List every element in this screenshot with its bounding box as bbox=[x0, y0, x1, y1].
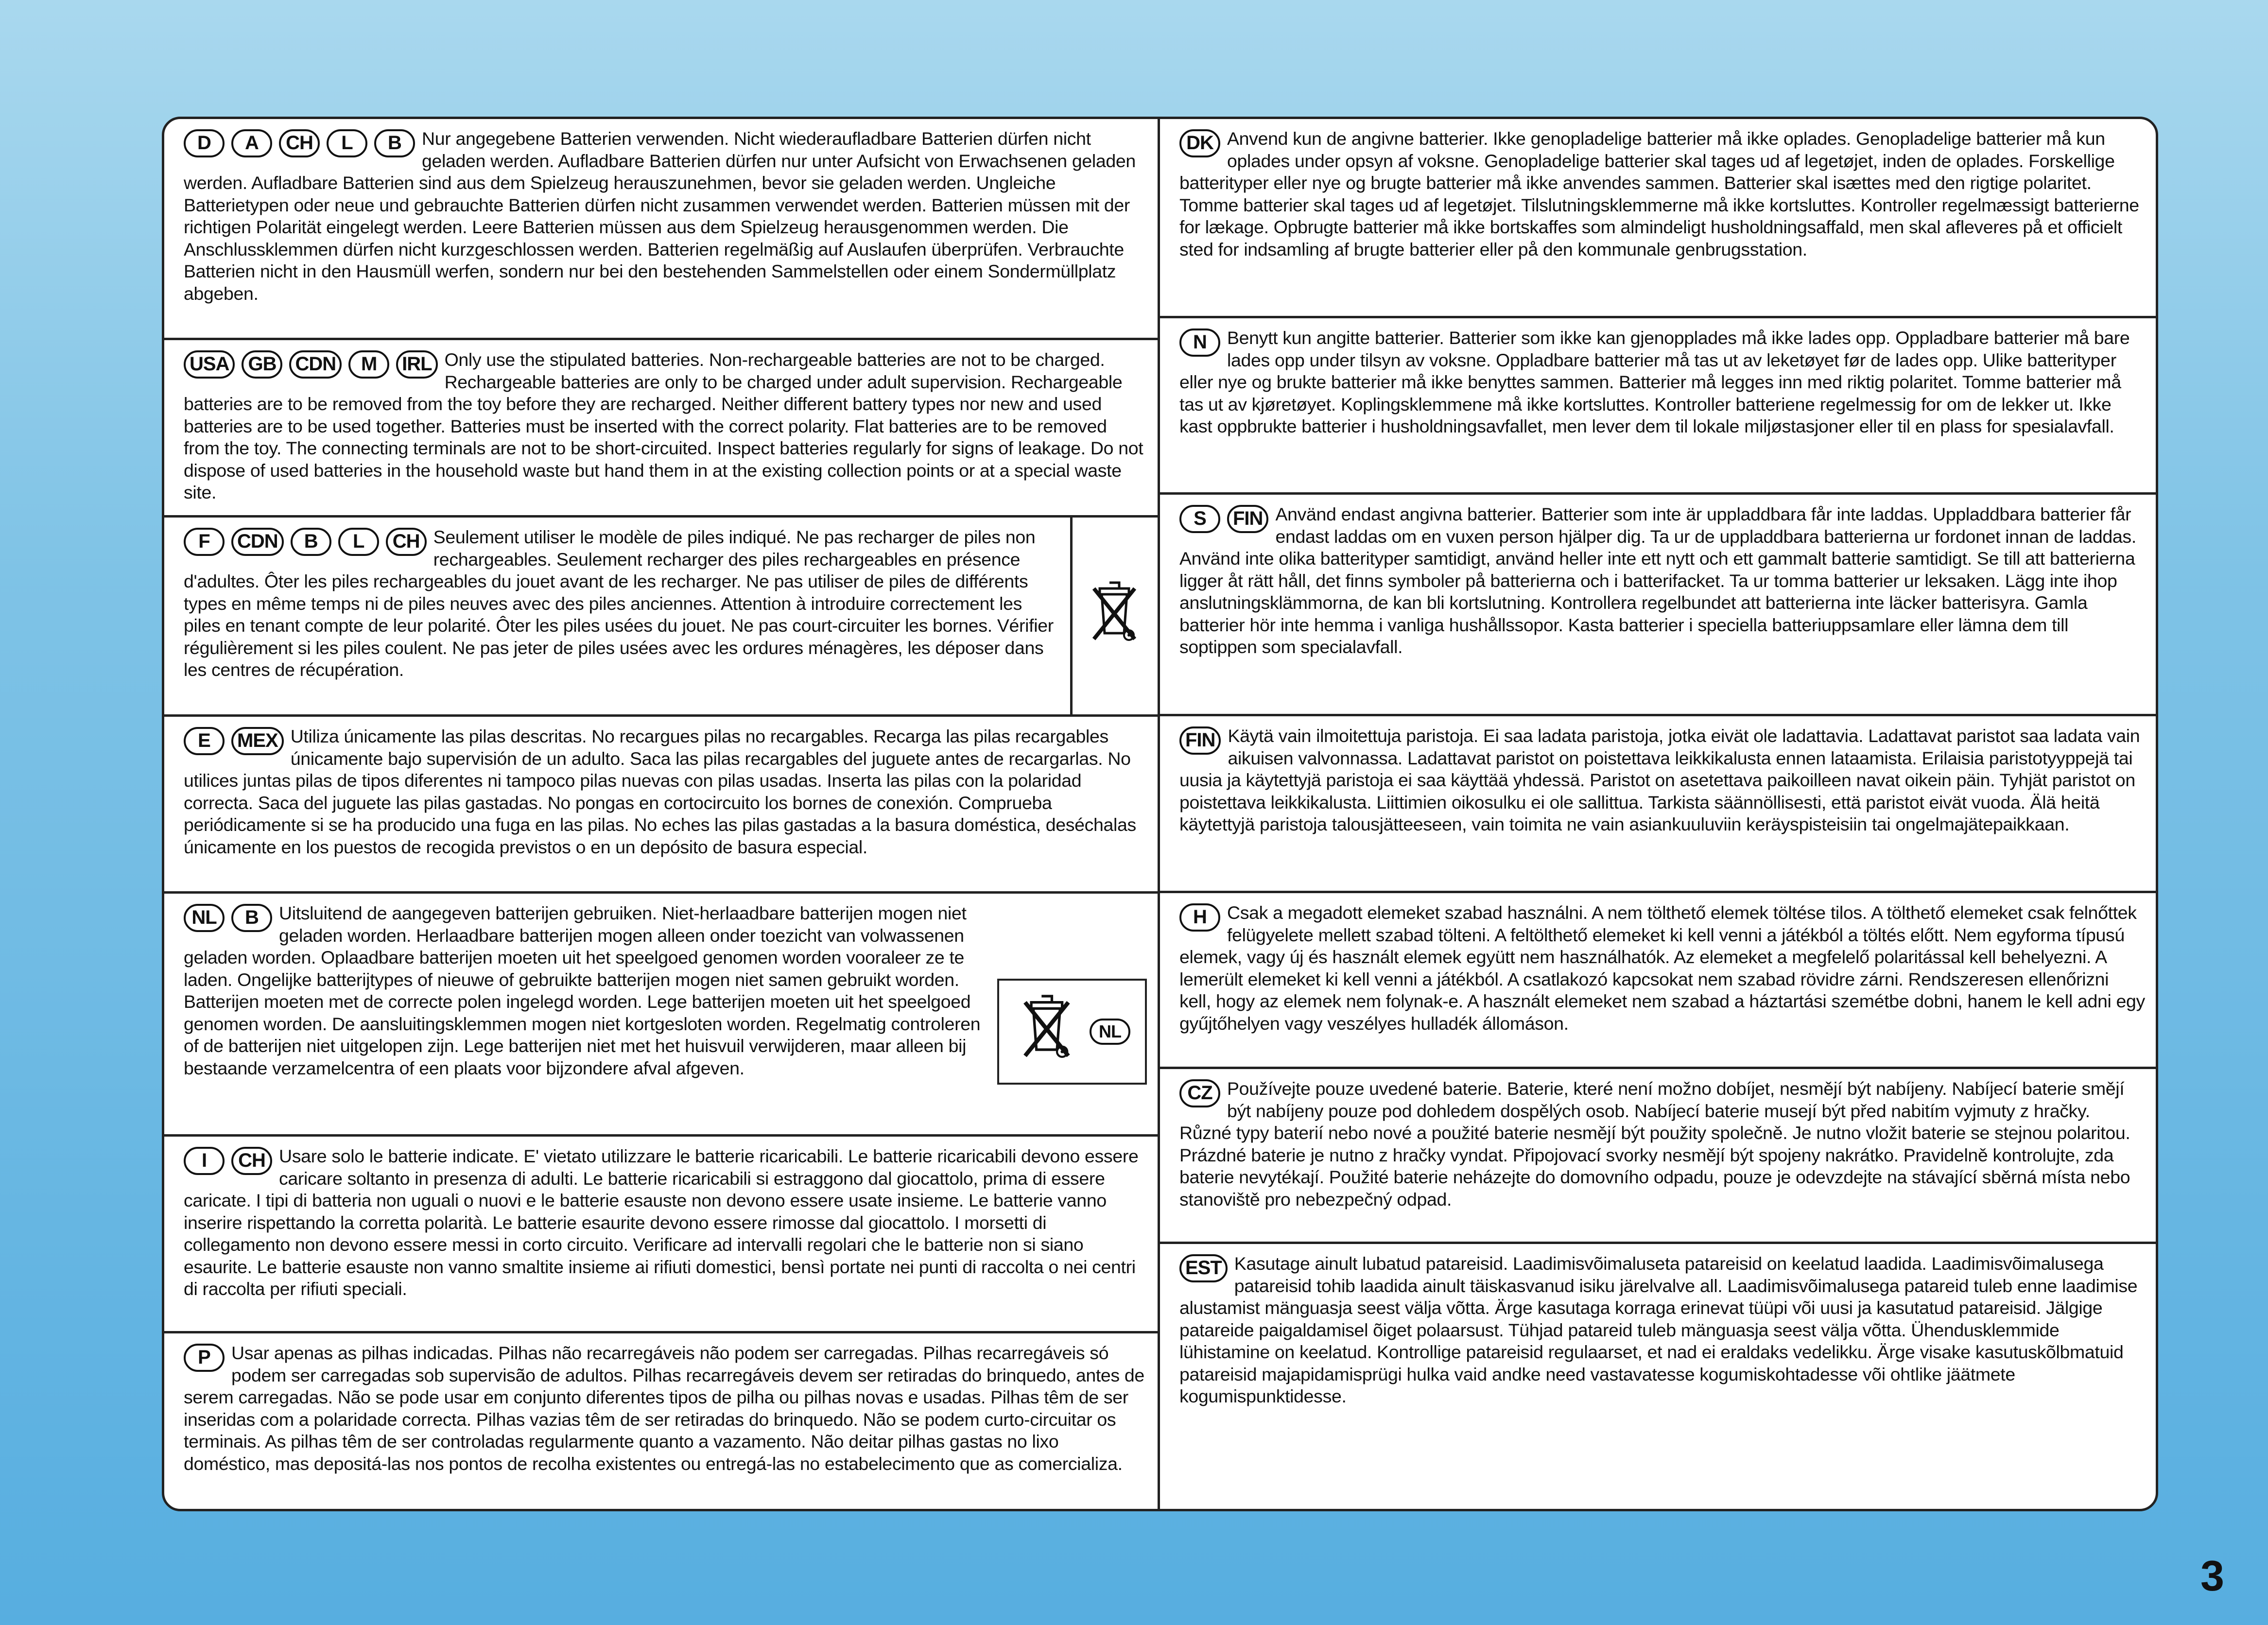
instruction-text: Uitsluitend de aangegeven batterijen gebruiken. Niet-herlaadbare batterijen mogen niet geladen worden. Herlaadbare batterijen mogen alleen onder toezicht van volwassenen geladen worden. Oplaadbare batterijen moeten uit het speelgoed genomen worden vooraleer ze te laden. Ongelijke batterijtypes of nieuwe of gebruikte batterijen mogen niet samen gebruikt worden. Batterijen moeten met de correcte polen ingelegd worden. Lege batterijen moeten uit het speelgoed genomen worden. De aansluitingsklemmen mogen niet kortgesloten worden. Regelmatig controleren of de batterijen niet uitgelopen zijn. Lege batterijen niet met het huisvuil verwijderen, maar alleen bij bestaande verzamelcentra of een plaats voor bijzondere afval afgeven. bbox=[184, 903, 981, 1078]
country-flags bbox=[1179, 726, 1221, 761]
country-badge: H bbox=[1179, 903, 1220, 932]
instruction-text: Benytt kun angitte batterier. Batterier som ikke kan gjenopplades må ikke lades opp. Oppladbare batterier må bare lades opp under tilsyn av voksne. Oppladbare batterier må tas ut av leketøyet før de lades opp. Ulike batterityper eller nye og brukte batterier må ikke benyttes sammen. Batterier må legges inn med riktig polaritet. Tomme batterier må tas ut av kjøretøyet. Koplingsklemmene må ikke kortsluttes. Kontroller batteriene regelmessig for om de lekker ut. Ikke kast oppbrukte batterier i husholdningsavfallet, men lever dem til lokale miljøstasjoner eller til en plass for spesialavfall. bbox=[1179, 328, 2130, 436]
country-flags bbox=[184, 904, 272, 938]
instruction-text: Usare solo le batterie indicate. E' vietato utilizzare le batterie ricaricabili. Le batterie ricaricabili devono essere caricare soltanto in presenza di adulti. Le batterie ricaricabili si estraggono dal giocattolo, prima di essere caricate. I tipi di batteria non uguali o nuovi e le batterie esauste non devono essere usate insieme. Le batterie vanno inserire rispettando la corretta polarità. Le batterie esaurite devono essere rimosse dal giocattolo. I morsetti di collegamento non devono essere messi in corto circuito. Verificare ad intervalli regolari che le batterie non si siano esaurite. Le batterie esauste non vanno smaltite insieme ai rifiuti domestici, bensì portate nei punti di raccolta o nei centri di raccolta per rifiuti speciali. bbox=[184, 1146, 1139, 1299]
country-badge: E bbox=[184, 727, 225, 755]
section-swedish bbox=[1160, 495, 2156, 716]
battery-instructions-panel bbox=[162, 117, 2158, 1511]
country-badge: NL bbox=[184, 904, 225, 932]
country-badge: CDN bbox=[289, 350, 342, 379]
country-flags bbox=[184, 727, 284, 761]
section-german bbox=[164, 119, 1158, 340]
section-estonian bbox=[1160, 1244, 2156, 1509]
country-badge: D bbox=[184, 129, 225, 157]
crossed-out-bin-icon bbox=[1086, 575, 1144, 657]
country-badge: FIN bbox=[1179, 726, 1221, 755]
country-badge: S bbox=[1179, 505, 1220, 533]
country-badge: GB bbox=[242, 350, 282, 379]
section-spanish bbox=[164, 717, 1158, 894]
disposal-icon-box bbox=[997, 979, 1147, 1085]
left-column bbox=[164, 119, 1160, 1509]
country-flags bbox=[1179, 903, 1220, 937]
country-badge: L bbox=[327, 129, 367, 157]
country-badge: CH bbox=[386, 528, 427, 556]
country-badge: EST bbox=[1179, 1254, 1228, 1282]
country-badge: NL bbox=[1090, 1019, 1130, 1045]
country-badge: CDN bbox=[231, 528, 284, 556]
country-flags bbox=[1179, 129, 1220, 163]
country-badge: B bbox=[231, 904, 272, 932]
instruction-text: Nur angegebene Batterien verwenden. Nicht wiederaufladbare Batterien dürfen nicht geladen werden. Aufladbare Batterien dürfen nur unter Aufsicht von Erwachsenen geladen werden. Aufladbare Batterien sind aus dem Spielzeug herauszunehmen, bevor sie geladen werden. Ungleiche Batterietypen oder neue und gebrauchte Batterien dürfen nicht zusammen verwendet werden. Batterien müssen mit der richtigen Polarität eingelegt werden. Leere Batterien müssen aus dem Spielzeug herausgenommen werden. Die Anschlussklemmen dürfen nicht kurzgeschlossen werden. Batterien regelmäßig auf Auslaufen überprüfen. Verbrauchte Batterien nicht in den Hausmüll werfen, sondern nur bei den bestehenden Sammelstellen oder einem Sondermüllplatz abgeben. bbox=[184, 128, 1136, 304]
section-portuguese bbox=[164, 1333, 1158, 1509]
section-finnish bbox=[1160, 716, 2156, 893]
country-badge: DK bbox=[1179, 129, 1220, 157]
right-column bbox=[1160, 119, 2156, 1509]
country-badge: F bbox=[184, 528, 225, 556]
country-badge: L bbox=[338, 528, 379, 556]
country-badge: USA bbox=[184, 350, 235, 379]
section-norwegian bbox=[1160, 318, 2156, 495]
country-flags bbox=[184, 1147, 272, 1181]
country-badge: CH bbox=[231, 1147, 272, 1175]
country-badge: M bbox=[348, 350, 389, 379]
instruction-text: Seulement utiliser le modèle de piles indiqué. Ne pas recharger de piles non rechargeables. Seulement recharger des piles rechargeables en présence d'adultes. Ôter les piles rechargeables du jouet avant de les recharger. Ne pas utiliser de piles de différents types en même temps ni de piles neuves avec des piles anciennes. Attention à introduire correctement les piles en tenant compte de leur polarité. Ôter les piles usées du jouet. Ne pas court-circuiter les bornes. Vérifier régulièrement si les piles coulent. Ne pas jeter de piles usées avec les ordures ménagères, les déposer dans les centres de récupération. bbox=[184, 527, 1054, 680]
country-badge: B bbox=[291, 528, 331, 556]
country-badge: IRL bbox=[396, 350, 437, 379]
section-czech bbox=[1160, 1069, 2156, 1244]
country-flags bbox=[184, 1344, 225, 1378]
country-badge: N bbox=[1179, 328, 1220, 357]
country-flags bbox=[1179, 505, 1268, 539]
instruction-text: Only use the stipulated batteries. Non-rechargeable batteries are not to be charged. Rechargeable batteries are only to be charged under adult supervision. Rechargeable batteries are to be removed from the toy before they are recharged. Neither different battery types nor new and used batteries are to be used together. Batteries must be inserted with the correct polarity. Flat batteries are to be removed from the toy. The connecting terminals are not to be short-circuited. Inspect batteries regularly for signs of leakage. Do not dispose of used batteries in the household waste but hand them in at the existing collection points or at a special waste site. bbox=[184, 349, 1143, 502]
crossed-out-bin-icon bbox=[1014, 988, 1082, 1075]
country-badge: MEX bbox=[231, 727, 284, 755]
country-badge: CH bbox=[279, 129, 320, 157]
country-flags bbox=[1179, 1254, 1228, 1288]
country-badge: FIN bbox=[1227, 505, 1268, 533]
country-badge: I bbox=[184, 1147, 225, 1175]
instruction-text: Usar apenas as pilhas indicadas. Pilhas não recarregáveis não podem ser carregadas. Pilhas recarregáveis só podem ser carregadas sob supervisão de adultos. Pilhas recarregáveis devem ser retiradas do brinquedo, antes de serem carregadas. Não se pode usar em conjunto diferentes tipos de pilha ou pilhas novas e usadas. Pilhas têm de ser inseridas com a polaridade correcta. Pilhas vazias têm de ser retiradas do brinquedo. Não se podem curto-circuitar os terminais. As pilhas têm de ser controladas regularmente quanto a vazamento. Não deitar pilhas gastas no lixo doméstico, mas depositá-las nos pontos de recolha existentes ou entregá-las no estabelecimento que as comercializa. bbox=[184, 1343, 1144, 1474]
disposal-icon-box bbox=[1070, 518, 1158, 714]
country-badge: B bbox=[374, 129, 415, 157]
country-badge: A bbox=[231, 129, 272, 157]
country-flags bbox=[184, 528, 427, 562]
instruction-text: Utiliza únicamente las pilas descritas. No recargues pilas no recargables. Recarga las pilas recargables únicamente bajo supervisión de un adulto. Saca las pilas recargables del juguete antes de recargarlas. No utilices juntas pilas de tipos diferentes ni tampoco pilas nuevas con pilas usadas. Inserta las pilas con la polaridad correcta. Saca del juguete las pilas gastadas. No pongas en cortocircuito los bornes de conexión. Comprueba periódicamente si se ha producido una fuga en las pilas. No eches las pilas gastadas a la basura doméstica, deséchalas únicamente en los puestos de recogida previstos o en un depósito de basura especial. bbox=[184, 726, 1136, 857]
section-french bbox=[164, 518, 1158, 717]
instruction-text: Používejte pouze uvedené baterie. Baterie, které není možno dobíjet, nesmějí být nabíjeny. Nabíjecí baterie smějí být nabíjeny pouze pod dohledem dospělých osob. Nabíjecí baterie musejí být před nabitím vyjmuty z hračky. Různé typy baterií nebo nové a použité baterie nesmějí být použity společně. Je nutno vložit baterie se stejnou polaritou. Prázdné baterie je nutno z hračky vyndat. Připojovací svorky nesmějí být spojeny nakrátko. Pravidelně kontrolujte, zda baterie nevytékají. Použité baterie neházejte do domovního odpadu, pouze je odevzdejte na stávající sběrná místa nebo stanoviště pro nebezpečný odpad. bbox=[1179, 1078, 2130, 1210]
section-hungarian bbox=[1160, 893, 2156, 1069]
section-dutch bbox=[164, 894, 1158, 1137]
country-badge: P bbox=[184, 1344, 225, 1372]
section-italian bbox=[164, 1137, 1158, 1333]
instruction-text: Csak a megadott elemeket szabad használni. A nem tölthető elemek töltése tilos. A tölthető elemeket csak felnőttek felügyelete mellett szabad tölteni. A feltölthető elemeket ki kell venni a játékból a töltés előtt. Nem egyforma típusú elemek, vagy új és használt elemek együtt nem használhatók. Az elemeket a megfelelő polaritással kell behelyezni. A lemerült elemeket ki kell venni a játékból. A csatlakozó kapcsokat nem szabad rövidre zárni. Rendszeresen ellenőrizni kell, hogy az elemek nem folynak-e. A használt elemeket nem szabad a háztartási szemétbe dobni, hanem le kell adni egy gyűjtőhelyen vagy veszélyes hulladék állomáson. bbox=[1179, 902, 2145, 1034]
instruction-text: Anvend kun de angivne batterier. Ikke genopladelige batterier må ikke oplades. Genopladelige batterier må kun oplades under opsyn af voksne. Genopladelige batterier skal tages ud af legetøjet, inden de oplades. Forskellige batterityper eller nye og brugte batterier må ikke anvendes sammen. Batterier skal isættes med den rigtige polaritet. Tomme batterier skal tages ud af legetøjet. Tilslutningsklemmerne må ikke kortsluttes. Kontroller regelmæssigt batterierne for lækage. Opbrugte batterier må ikke bortskaffes som almindeligt husholdningsaffald, men skal afleveres på et officielt sted for indsamling af brugte batterier eller på den kommunale genbrugsstation. bbox=[1179, 128, 2139, 259]
country-flags bbox=[1179, 1079, 1220, 1113]
page-number: 3 bbox=[2200, 1552, 2224, 1600]
instruction-text: Käytä vain ilmoitettuja paristoja. Ei saa ladata paristoja, jotka eivät ole ladattavia. Ladattavat paristot saa ladata vain aikuisen valvonnassa. Ladattavat paristot on poistettava leikkikalusta ennen lataamista. Erilaisia paristotyyppejä tai uusia ja käytettyjä paristoja ei saa käyttää yhdessä. Paristot on asetettava paikoilleen navat oikein päin. Tyhjät paristot on poistettava leikkikalusta. Liittimien oikosulku ei ole sallittua. Tarkista säännöllisesti, että paristot eivät vuoda. Älä heitä käytettyjä paristoja talousjätteeseen, vain toimita ne vain asiankuuluviin keräyspisteisiin tai ongelmajätepaikkaan. bbox=[1179, 726, 2140, 834]
section-danish bbox=[1160, 119, 2156, 318]
country-flags bbox=[1179, 328, 1220, 363]
instruction-text: Använd endast angivna batterier. Batterier som inte är uppladdbara får inte laddas. Uppladdbara batterier får endast laddas om en vuxen person hjälper dig. Ta ur de uppladdbara batterierna ur fordonet innan de laddas. Använd inte olika batterityper samtidigt, använd heller inte ett nytt och ett gammalt batterie samtidigt. Se till att batterierna ligger åt rätt håll, det finns symboler på batterierna och i batterifacket. Ta ur tomma batterier ur leksaken. Lägg inte ihop anslutningsklämmorna, de kan bli kortslutning. Kontrollera regelbundet att batterierna inte läcker batterisyra. Gamla batterier hör inte hemma i vanliga hushållssopor. Kasta batterier i speciella batteriuppsamlare eller lämna dem till soptippen som specialavfall. bbox=[1179, 504, 2136, 657]
country-badge: CZ bbox=[1179, 1079, 1220, 1107]
section-english bbox=[164, 340, 1158, 518]
instruction-text: Kasutage ainult lubatud patareisid. Laadimisvõimaluseta patareisid on keelatud laadida. Laadimisvõimalusega patareisid tohib laadida ainult täiskasvanud isiku järelvalve all. Laadimisvõimalusega patareid tuleb enne laadimise alustamist mänguasja seest välja võtta. Ärge kasutaga korraga erinevat tüüpi või uusi ja kasutatud patareisid. Jälgige patareide paigaldamisel õiget polaarsust. Tühjad patareid tuleb mänguasja seest välja võtta. Ühendusklemmide lühistamine on keelatud. Kontrollige patareisid regulaarset, et nad ei eraldaks vedelikku. Ärge visake kasutuskõlbmatuid patareisid majapidamisprügi hulka vaid andke need vastavatesse kogumiskohtadesse või ohtlike jäätmete kogumispunktidesse. bbox=[1179, 1253, 2138, 1406]
country-flags bbox=[184, 129, 415, 163]
country-flags bbox=[184, 350, 438, 384]
